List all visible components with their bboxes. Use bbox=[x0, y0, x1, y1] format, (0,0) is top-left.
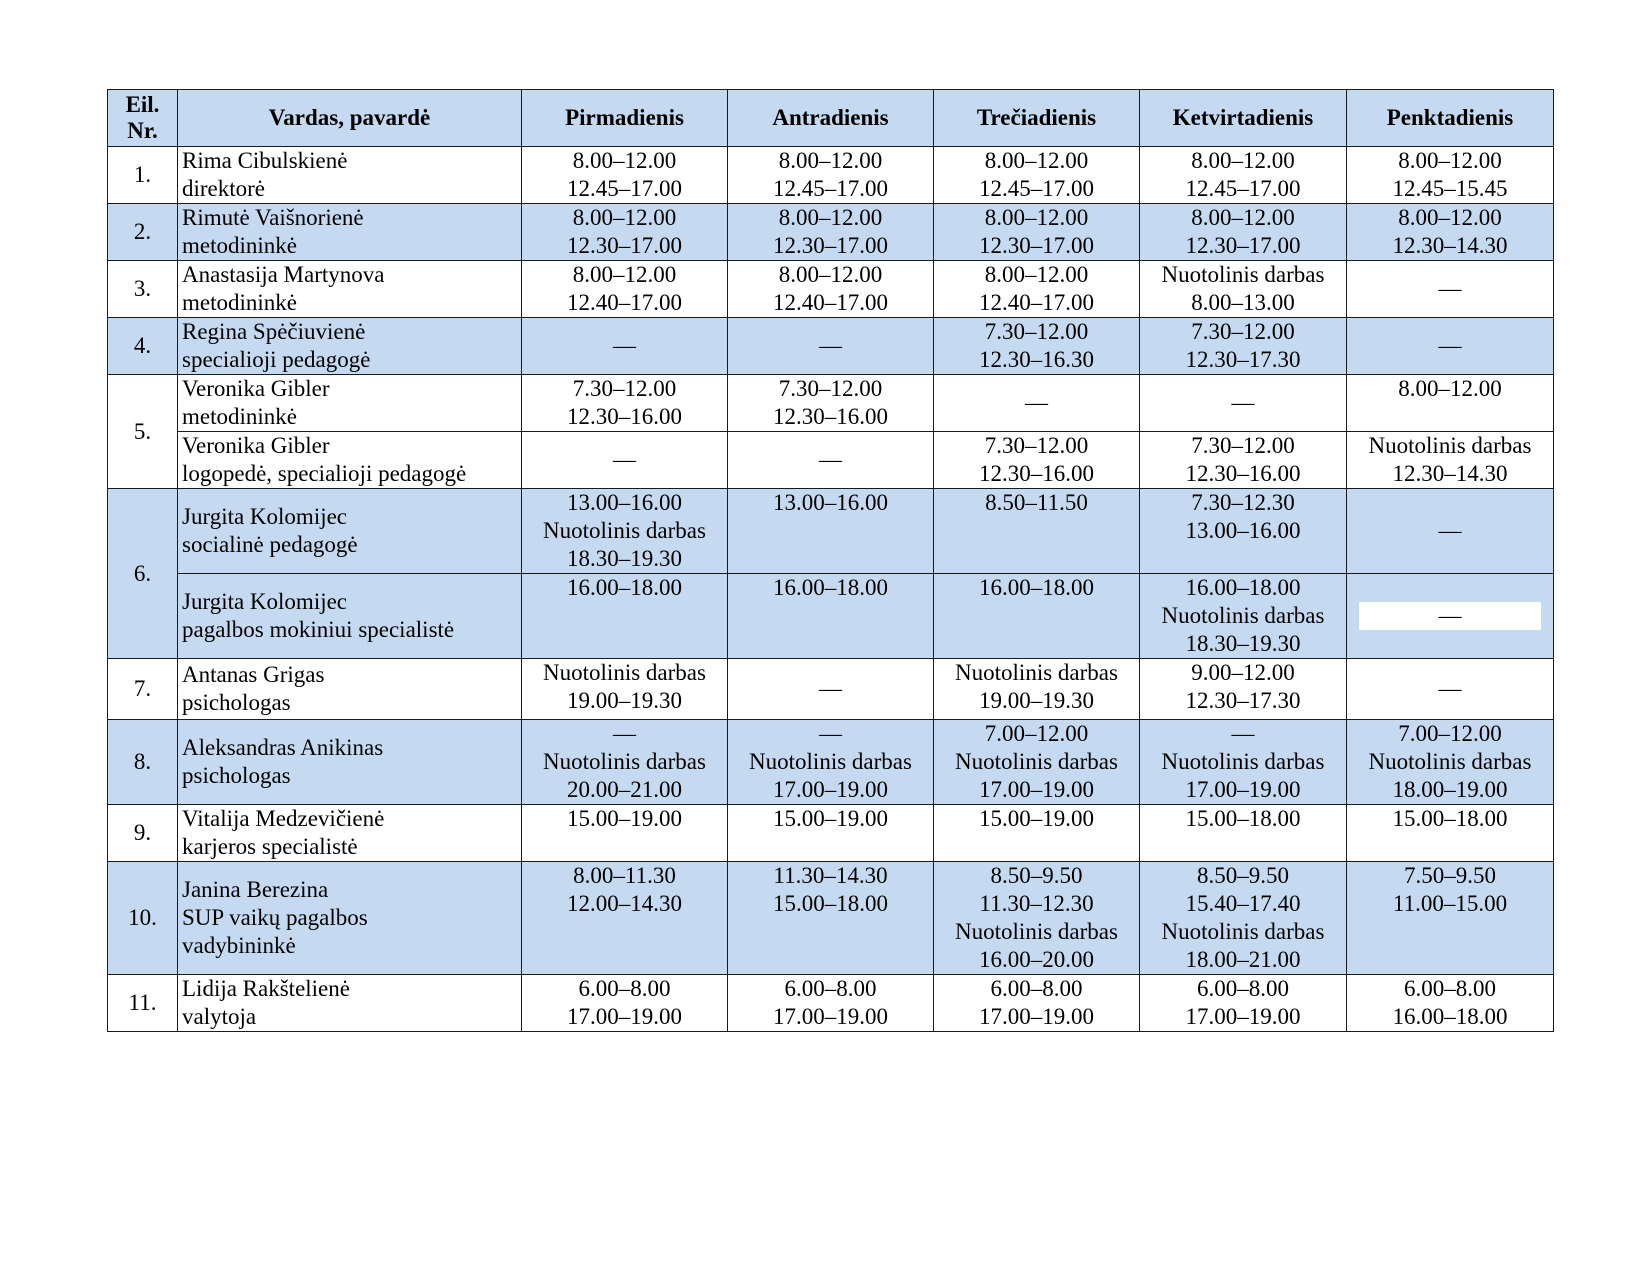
schedule-time: 16.00–18.00 bbox=[773, 575, 888, 600]
schedule-dash: — bbox=[1438, 276, 1462, 301]
schedule-time: 13.00–16.00 bbox=[567, 490, 682, 515]
schedule-time: 18.30–19.30 bbox=[567, 546, 682, 571]
schedule-cell-tuesday bbox=[728, 318, 934, 375]
header-nr-line: Eil. bbox=[125, 92, 160, 117]
schedule-time: 8.50–11.50 bbox=[985, 490, 1088, 515]
schedule-time: 11.00–15.00 bbox=[1392, 891, 1508, 916]
schedule-cell-thursday bbox=[1140, 318, 1347, 375]
staff-role: direktorė bbox=[182, 176, 266, 201]
table-row bbox=[108, 720, 1554, 805]
row-number: 3. bbox=[108, 261, 178, 318]
schedule-time: 12.30–16.30 bbox=[979, 347, 1094, 372]
schedule-cell-wednesday bbox=[934, 318, 1140, 375]
schedule-time: 12.30–17.00 bbox=[979, 233, 1094, 258]
schedule-time: 8.00–13.00 bbox=[1191, 290, 1295, 315]
schedule-cell-monday bbox=[522, 659, 728, 720]
schedule-cell-tuesday bbox=[728, 574, 934, 659]
staff-name-cell bbox=[178, 659, 522, 720]
schedule-time: 7.00–12.00 bbox=[984, 721, 1089, 746]
schedule-cell-wednesday bbox=[934, 862, 1140, 975]
staff-role: psichologas bbox=[182, 690, 291, 715]
staff-name: Veronika Gibler bbox=[182, 376, 330, 401]
schedule-time: 8.00–12.00 bbox=[778, 262, 883, 287]
table-row bbox=[108, 975, 1554, 1032]
schedule-time: 16.00–18.00 bbox=[979, 575, 1094, 600]
schedule-time: 17.00–19.00 bbox=[773, 1004, 888, 1029]
schedule-time: 11.30–12.30 bbox=[979, 891, 1094, 916]
schedule-dash: — bbox=[613, 333, 636, 358]
schedule-time: 16.00–20.00 bbox=[979, 947, 1094, 972]
schedule-dash: — bbox=[819, 447, 842, 472]
schedule-cell-friday bbox=[1347, 574, 1554, 659]
header-wednesday: Trečiadienis bbox=[934, 90, 1140, 147]
header-name: Vardas, pavardė bbox=[178, 90, 522, 147]
header-thursday: Ketvirtadienis bbox=[1140, 90, 1347, 147]
staff-name-cell bbox=[178, 147, 522, 204]
schedule-time: 8.00–12.00 bbox=[1398, 148, 1502, 173]
schedule-cell-monday bbox=[522, 574, 728, 659]
header-row bbox=[108, 90, 1554, 147]
schedule-time: 8.00–12.00 bbox=[984, 148, 1089, 173]
schedule-time: 8.00–12.00 bbox=[572, 262, 677, 287]
schedule-cell-thursday bbox=[1140, 204, 1347, 261]
schedule-cell-tuesday bbox=[728, 204, 934, 261]
schedule-cell-thursday bbox=[1140, 147, 1347, 204]
schedule-time: 17.00–19.00 bbox=[979, 777, 1094, 802]
schedule-cell-monday bbox=[522, 489, 728, 574]
staff-role: specialioji pedagogė bbox=[182, 347, 371, 372]
schedule-cell-wednesday bbox=[934, 489, 1140, 574]
table-row bbox=[108, 862, 1554, 975]
schedule-cell-wednesday bbox=[934, 574, 1140, 659]
schedule-cell-tuesday bbox=[728, 862, 934, 975]
row-number: 9. bbox=[108, 805, 178, 862]
schedule-cell-monday bbox=[522, 720, 728, 805]
table-row bbox=[108, 147, 1554, 204]
schedule-cell-friday bbox=[1347, 204, 1554, 261]
schedule-cell-wednesday bbox=[934, 204, 1140, 261]
schedule-time: 7.30–12.00 bbox=[984, 433, 1089, 458]
header-tuesday: Antradienis bbox=[728, 90, 934, 147]
schedule-time: Nuotolinis darbas bbox=[543, 749, 706, 774]
schedule-cell-tuesday bbox=[728, 147, 934, 204]
schedule-cell-thursday bbox=[1140, 862, 1347, 975]
schedule-cell-friday bbox=[1347, 375, 1554, 432]
schedule-cell-thursday bbox=[1140, 720, 1347, 805]
schedule-time: 16.00–18.00 bbox=[567, 575, 682, 600]
schedule-time: 15.00–18.00 bbox=[773, 891, 888, 916]
staff-name: Jurgita Kolomijec bbox=[182, 589, 348, 614]
schedule-time: 8.00–12.00 bbox=[1191, 205, 1295, 230]
schedule-time: 15.40–17.40 bbox=[1185, 891, 1301, 916]
schedule-cell-monday bbox=[522, 432, 728, 489]
schedule-time: Nuotolinis darbas bbox=[1368, 433, 1532, 458]
row-number: 2. bbox=[108, 204, 178, 261]
schedule-dash: — bbox=[1025, 390, 1048, 415]
schedule-cell-friday bbox=[1347, 261, 1554, 318]
schedule-time: 7.50–9.50 bbox=[1404, 863, 1496, 888]
schedule-time: 12.30–17.30 bbox=[1185, 688, 1301, 713]
staff-role: SUP vaikų pagalbos bbox=[182, 905, 368, 930]
row-number: 1. bbox=[108, 147, 178, 204]
schedule-cell-thursday bbox=[1140, 805, 1347, 862]
schedule-time: 6.00–8.00 bbox=[1404, 976, 1496, 1001]
schedule-time: 12.30–16.00 bbox=[1185, 461, 1301, 486]
schedule-time: 18.00–21.00 bbox=[1185, 947, 1301, 972]
staff-name-cell bbox=[178, 975, 522, 1032]
staff-name: Rima Cibulskienė bbox=[182, 148, 348, 173]
schedule-time: 12.40–17.00 bbox=[567, 290, 682, 315]
staff-name-cell bbox=[178, 261, 522, 318]
staff-name: Aleksandras Anikinas bbox=[182, 735, 384, 760]
staff-name: Regina Spėčiuvienė bbox=[182, 319, 366, 344]
schedule-cell-monday bbox=[522, 261, 728, 318]
staff-name: Jurgita Kolomijec bbox=[182, 504, 348, 529]
table-row bbox=[108, 204, 1554, 261]
schedule-time: 12.45–17.00 bbox=[1185, 176, 1301, 201]
schedule-time: 12.30–14.30 bbox=[1392, 233, 1508, 258]
schedule-time: 12.30–16.00 bbox=[567, 404, 682, 429]
schedule-time: 8.00–12.00 bbox=[1398, 205, 1502, 230]
row-number: 4. bbox=[108, 318, 178, 375]
schedule-cell-friday bbox=[1347, 432, 1554, 489]
schedule-time: 7.30–12.00 bbox=[778, 376, 883, 401]
schedule-cell-wednesday bbox=[934, 375, 1140, 432]
schedule-time: 7.30–12.00 bbox=[1191, 433, 1295, 458]
staff-name-cell bbox=[178, 204, 522, 261]
schedule-time: 12.30–17.00 bbox=[567, 233, 682, 258]
schedule-cell-thursday bbox=[1140, 659, 1347, 720]
schedule-cell-thursday bbox=[1140, 375, 1347, 432]
table-row bbox=[108, 318, 1554, 375]
schedule-cell-wednesday bbox=[934, 805, 1140, 862]
schedule-cell-monday bbox=[522, 318, 728, 375]
schedule-time: 12.45–17.00 bbox=[773, 176, 888, 201]
schedule-time: Nuotolinis darbas bbox=[955, 919, 1118, 944]
schedule-time: Nuotolinis darbas bbox=[543, 660, 706, 685]
staff-role: socialinė pedagogė bbox=[182, 532, 358, 557]
schedule-dash: — bbox=[1231, 721, 1255, 746]
row-number: 11. bbox=[108, 975, 178, 1032]
table-row bbox=[108, 375, 1554, 432]
schedule-time: 19.00–19.30 bbox=[979, 688, 1094, 713]
table-row bbox=[108, 489, 1554, 574]
schedule-time: Nuotolinis darbas bbox=[955, 749, 1118, 774]
schedule-cell-thursday bbox=[1140, 432, 1347, 489]
schedule-cell-tuesday bbox=[728, 261, 934, 318]
schedule-time: 6.00–8.00 bbox=[1197, 976, 1289, 1001]
header-friday: Penktadienis bbox=[1347, 90, 1554, 147]
table-row bbox=[108, 261, 1554, 318]
schedule-cell-friday bbox=[1347, 147, 1554, 204]
schedule-time: 16.00–18.00 bbox=[1185, 575, 1301, 600]
schedule-time: Nuotolinis darbas bbox=[1368, 749, 1532, 774]
schedule-time: Nuotolinis darbas bbox=[1161, 919, 1325, 944]
schedule-time: 11.30–14.30 bbox=[773, 863, 888, 888]
schedule-time: 7.30–12.00 bbox=[572, 376, 677, 401]
schedule-time: 8.00–11.30 bbox=[573, 863, 676, 888]
staff-role: metodininkė bbox=[182, 404, 297, 429]
schedule-time: Nuotolinis darbas bbox=[543, 518, 706, 543]
staff-role: valytoja bbox=[182, 1004, 257, 1029]
schedule-cell-thursday bbox=[1140, 261, 1347, 318]
schedule-cell-wednesday bbox=[934, 261, 1140, 318]
schedule-cell-tuesday bbox=[728, 975, 934, 1032]
staff-role: metodininkė bbox=[182, 233, 297, 258]
schedule-time: 19.00–19.30 bbox=[567, 688, 682, 713]
schedule-time: 12.45–17.00 bbox=[567, 176, 682, 201]
schedule-time: 16.00–18.00 bbox=[1392, 1004, 1508, 1029]
schedule-dash: — bbox=[819, 721, 842, 746]
schedule-dash: — bbox=[1438, 518, 1462, 543]
schedule-time: 12.40–17.00 bbox=[979, 290, 1094, 315]
schedule-time: 12.40–17.00 bbox=[773, 290, 888, 315]
schedule-time: 17.00–19.00 bbox=[567, 1004, 682, 1029]
schedule-time: 12.45–15.45 bbox=[1392, 176, 1508, 201]
staff-name-cell bbox=[178, 862, 522, 975]
schedule-cell-wednesday bbox=[934, 147, 1140, 204]
schedule-dash: — bbox=[1359, 602, 1541, 630]
staff-name: Vitalija Medzevičienė bbox=[182, 806, 385, 831]
table-row bbox=[108, 432, 1554, 489]
schedule-time: 18.30–19.30 bbox=[1185, 631, 1301, 656]
schedule-time: 6.00–8.00 bbox=[990, 976, 1083, 1001]
staff-name: Janina Berezina bbox=[182, 877, 329, 902]
schedule-time: 12.45–17.00 bbox=[979, 176, 1094, 201]
schedule-cell-tuesday bbox=[728, 432, 934, 489]
schedule-time: Nuotolinis darbas bbox=[749, 749, 912, 774]
row-number: 5. bbox=[108, 375, 178, 489]
staff-role: psichologas bbox=[182, 763, 291, 788]
staff-name-cell bbox=[178, 805, 522, 862]
schedule-time: 18.00–19.00 bbox=[1392, 777, 1508, 802]
schedule-time: 7.00–12.00 bbox=[1398, 721, 1502, 746]
schedule-time: 12.30–16.00 bbox=[979, 461, 1094, 486]
schedule-time: 15.00–18.00 bbox=[1392, 806, 1508, 831]
schedule-dash: — bbox=[1438, 333, 1462, 358]
schedule-cell-wednesday bbox=[934, 432, 1140, 489]
schedule-cell-monday bbox=[522, 204, 728, 261]
schedule-cell-thursday bbox=[1140, 489, 1347, 574]
header-monday: Pirmadienis bbox=[522, 90, 728, 147]
schedule-cell-friday bbox=[1347, 659, 1554, 720]
schedule-dash: — bbox=[613, 447, 636, 472]
schedule-time: 15.00–18.00 bbox=[1185, 806, 1301, 831]
schedule-time: Nuotolinis darbas bbox=[1161, 262, 1325, 287]
staff-name: Anastasija Martynova bbox=[182, 262, 385, 287]
row-number: 6. bbox=[108, 489, 178, 659]
schedule-cell-monday bbox=[522, 375, 728, 432]
schedule-time: Nuotolinis darbas bbox=[1161, 749, 1325, 774]
staff-name-cell bbox=[178, 574, 522, 659]
staff-role: logopedė, specialioji pedagogė bbox=[182, 461, 467, 486]
schedule-cell-tuesday bbox=[728, 659, 934, 720]
schedule-dash: — bbox=[819, 676, 842, 701]
schedule-time: 8.00–12.00 bbox=[1398, 376, 1502, 401]
schedule-cell-friday bbox=[1347, 318, 1554, 375]
schedule-cell-friday bbox=[1347, 489, 1554, 574]
schedule-time: 12.30–14.30 bbox=[1392, 461, 1508, 486]
schedule-body bbox=[108, 147, 1554, 1032]
schedule-cell-monday bbox=[522, 975, 728, 1032]
header-nr-line: Nr. bbox=[127, 118, 158, 143]
schedule-cell-tuesday bbox=[728, 375, 934, 432]
schedule-time: 7.30–12.00 bbox=[984, 319, 1089, 344]
schedule-time: 9.00–12.00 bbox=[1191, 660, 1295, 685]
schedule-time: 12.00–14.30 bbox=[567, 891, 682, 916]
schedule-cell-thursday bbox=[1140, 975, 1347, 1032]
schedule-dash: — bbox=[613, 721, 636, 746]
schedule-dash: — bbox=[819, 333, 842, 358]
schedule-cell-tuesday bbox=[728, 805, 934, 862]
row-number: 8. bbox=[108, 720, 178, 805]
schedule-dash: — bbox=[1438, 676, 1462, 701]
schedule-time: 17.00–19.00 bbox=[773, 777, 888, 802]
schedule-cell-friday bbox=[1347, 805, 1554, 862]
schedule-time: 20.00–21.00 bbox=[567, 777, 682, 802]
schedule-time: 12.30–17.30 bbox=[1185, 347, 1301, 372]
schedule-time: Nuotolinis darbas bbox=[1161, 603, 1325, 628]
schedule-time: 7.30–12.30 bbox=[1191, 490, 1295, 515]
schedule-cell-friday bbox=[1347, 862, 1554, 975]
schedule-time: 8.50–9.50 bbox=[990, 863, 1083, 888]
staff-name-cell bbox=[178, 720, 522, 805]
staff-name-cell bbox=[178, 432, 522, 489]
staff-name-cell bbox=[178, 375, 522, 432]
staff-name: Lidija Rakštelienė bbox=[182, 976, 350, 1001]
staff-role: metodininkė bbox=[182, 290, 297, 315]
schedule-cell-monday bbox=[522, 147, 728, 204]
header-nr bbox=[108, 90, 178, 147]
row-number: 7. bbox=[108, 659, 178, 720]
staff-role: karjeros specialistė bbox=[182, 834, 358, 859]
schedule-time: 17.00–19.00 bbox=[1185, 777, 1301, 802]
staff-role: vadybininkė bbox=[182, 933, 296, 958]
schedule-time: 13.00–16.00 bbox=[773, 490, 888, 515]
schedule-cell-tuesday bbox=[728, 489, 934, 574]
schedule-time: 15.00–19.00 bbox=[567, 806, 682, 831]
schedule-time: 12.30–16.00 bbox=[773, 404, 888, 429]
row-number: 10. bbox=[108, 862, 178, 975]
schedule-cell-monday bbox=[522, 805, 728, 862]
staff-name: Rimutė Vaišnorienė bbox=[182, 205, 364, 230]
schedule-time: 8.50–9.50 bbox=[1197, 863, 1289, 888]
schedule-time: 8.00–12.00 bbox=[984, 205, 1089, 230]
schedule-time: 12.30–17.00 bbox=[773, 233, 888, 258]
staff-name: Veronika Gibler bbox=[182, 433, 330, 458]
schedule-time: 8.00–12.00 bbox=[572, 148, 677, 173]
schedule-cell-monday bbox=[522, 862, 728, 975]
schedule-dash: — bbox=[1231, 390, 1255, 415]
schedule-cell-wednesday bbox=[934, 720, 1140, 805]
schedule-cell-wednesday bbox=[934, 659, 1140, 720]
schedule-time: 15.00–19.00 bbox=[979, 806, 1094, 831]
schedule-time: 6.00–8.00 bbox=[784, 976, 877, 1001]
schedule-time: 8.00–12.00 bbox=[572, 205, 677, 230]
schedule-cell-tuesday bbox=[728, 720, 934, 805]
schedule-cell-thursday bbox=[1140, 574, 1347, 659]
schedule-time: 6.00–8.00 bbox=[578, 976, 671, 1001]
staff-role: pagalbos mokiniui specialistė bbox=[182, 617, 455, 642]
schedule-time: 17.00–19.00 bbox=[979, 1004, 1094, 1029]
schedule-time: 8.00–12.00 bbox=[778, 148, 883, 173]
schedule-time: 8.00–12.00 bbox=[984, 262, 1089, 287]
staff-name: Antanas Grigas bbox=[182, 662, 325, 687]
schedule-cell-wednesday bbox=[934, 975, 1140, 1032]
schedule-cell-friday bbox=[1347, 975, 1554, 1032]
schedule-time: 8.00–12.00 bbox=[1191, 148, 1295, 173]
schedule-time: 12.30–17.00 bbox=[1185, 233, 1301, 258]
schedule-time: Nuotolinis darbas bbox=[955, 660, 1118, 685]
table-row bbox=[108, 574, 1554, 659]
schedule-cell-friday bbox=[1347, 720, 1554, 805]
schedule-time: 15.00–19.00 bbox=[773, 806, 888, 831]
staff-schedule-table bbox=[107, 89, 1554, 1032]
schedule-time: 8.00–12.00 bbox=[778, 205, 883, 230]
schedule-time: 17.00–19.00 bbox=[1185, 1004, 1301, 1029]
staff-name-cell bbox=[178, 489, 522, 574]
staff-name-cell bbox=[178, 318, 522, 375]
schedule-time: 7.30–12.00 bbox=[1191, 319, 1295, 344]
schedule-time: 13.00–16.00 bbox=[1185, 518, 1301, 543]
table-row bbox=[108, 659, 1554, 720]
table-row bbox=[108, 805, 1554, 862]
